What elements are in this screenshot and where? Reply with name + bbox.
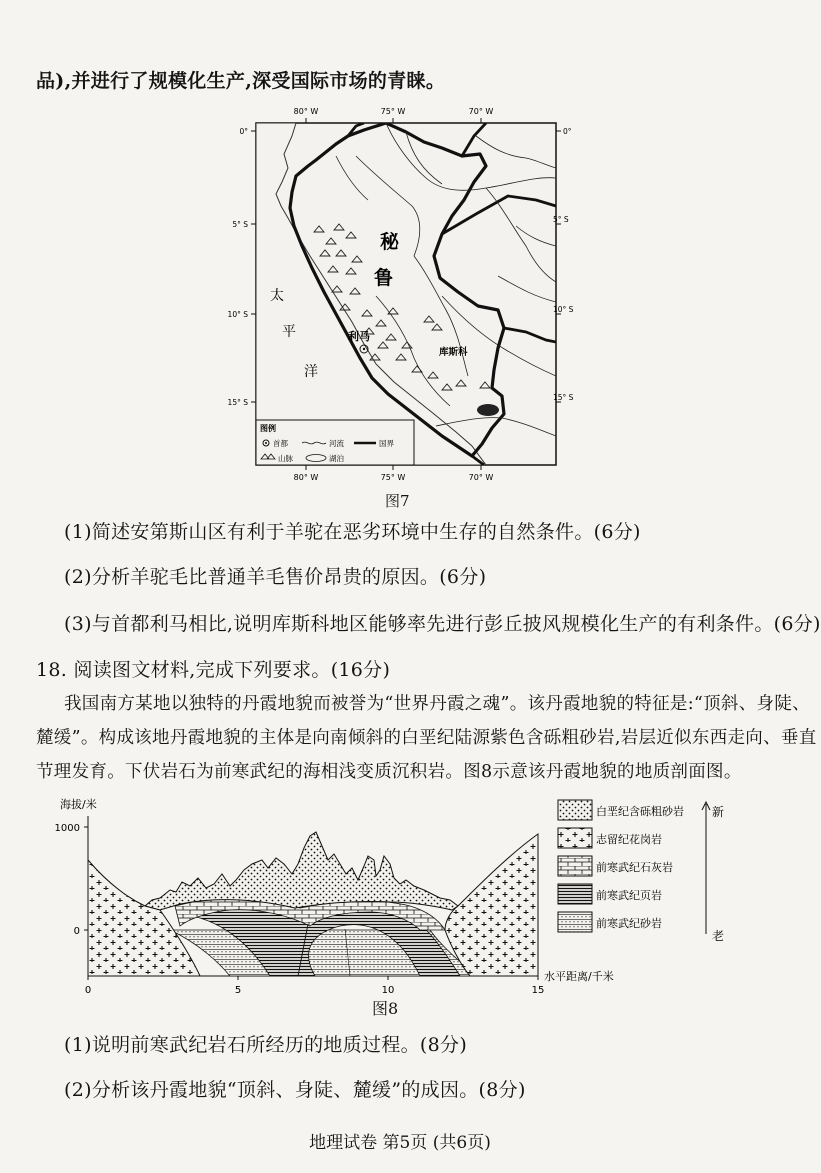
lat-left-10: 10° S (227, 310, 248, 319)
section-legend (558, 800, 724, 943)
country-label-1: 秘 (380, 231, 400, 253)
q18-2: (2)分析该丹霞地貌“顶斜、身陡、麓缓”的成因。(8分) (64, 1079, 526, 1101)
geologic-section (40, 794, 760, 1024)
lon-top-70: 70° W (468, 107, 494, 116)
page-footer: 地理试卷 第5页 (共6页) (309, 1133, 491, 1153)
legend-lake: 湖泊 (329, 454, 344, 463)
legend-mountain: 山脉 (278, 454, 293, 463)
ocean-label-3: 洋 (304, 364, 318, 380)
q18-para-2: 麓缓”。构成该地丹霞地貌的主体是向南倾斜的白垩纪陆源紫色含砾粗砂岩,岩层近似东西走向、垂直 (36, 728, 817, 748)
lat-left-15: 15° S (227, 398, 248, 407)
legend-title: 图例 (260, 424, 276, 433)
lat-left-0: 0° (239, 127, 248, 136)
layer-cretaceous-conglomerate (145, 832, 458, 910)
legend-capital: 首都 (273, 439, 288, 448)
q17-2: (2)分析羊驼毛比普通羊毛售价昂贵的原因。(6分) (64, 566, 487, 588)
layer-granite-right (445, 834, 538, 976)
capital-label: 利马 (348, 330, 370, 343)
age-new: 新 (712, 805, 725, 819)
legend-border: 国界 (379, 439, 394, 448)
x-axis-label: 水平距离/千米 (544, 970, 614, 983)
lat-right-5: 5° S (553, 215, 569, 224)
peru-map (227, 96, 576, 486)
ocean-label-2: 平 (282, 324, 296, 340)
country-label-2: 鲁 (374, 267, 394, 289)
legend-swatch-shale (558, 884, 592, 904)
x-tick-10: 10 (381, 985, 395, 996)
ocean-label-1: 太 (270, 288, 284, 304)
x-tick-0: 0 (84, 985, 92, 996)
legend-granite: 志留纪花岗岩 (596, 833, 662, 846)
y-tick-0: 0 (73, 926, 80, 937)
y-tick-1000: 1000 (54, 823, 80, 834)
legend-shale: 前寒武纪页岩 (596, 889, 662, 902)
legend-swatch-sandstone (558, 912, 592, 932)
legend-river: 河流 (329, 439, 344, 448)
q18-1: (1)说明前寒武纪岩石所经历的地质过程。(8分) (64, 1034, 468, 1056)
legend-conglomerate: 白垩纪含砾粗砂岩 (596, 805, 684, 818)
age-old: 老 (712, 929, 725, 943)
q18-para-1: 我国南方某地以独特的丹霞地貌而被誉为“世界丹霞之魂”。该丹霞地貌的特征是:“顶斜、身陡、 (64, 694, 810, 714)
lon-bottom-70: 70° W (468, 473, 494, 482)
intro-line: 品),并进行了规模化生产,深受国际市场的青睐。 (36, 70, 446, 92)
q17-1: (1)简述安第斯山区有利于羊驼在恶劣环境中生存的自然条件。(6分) (64, 521, 641, 543)
map-caption: 图7 (385, 492, 410, 510)
legend-limestone: 前寒武纪石灰岩 (596, 861, 673, 874)
map-legend (256, 420, 414, 465)
q18-para-3: 节理发育。下伏岩石为前寒武纪的海相浅变质沉积岩。图8示意该丹霞地貌的地质剖面图。 (36, 762, 742, 782)
x-tick-5: 5 (234, 985, 242, 996)
q18-title: 18. 阅读图文材料,完成下列要求。(16分) (36, 659, 391, 681)
lat-right-0: 0° (563, 127, 572, 136)
legend-swatch-conglomerate (558, 800, 592, 820)
legend-swatch-limestone (558, 856, 592, 876)
q17-3: (3)与首都利马相比,说明库斯科地区能够率先进行彭丘披风规模化生产的有利条件。(6分) (64, 613, 821, 635)
lake-titicaca (477, 404, 499, 416)
section-caption: 图8 (372, 999, 399, 1018)
lat-right-15: 15° S (553, 393, 574, 402)
lat-left-5: 5° S (232, 220, 248, 229)
lon-bottom-80: 80° W (293, 473, 319, 482)
lat-right-10: 10° S (553, 305, 574, 314)
lon-top-80: 80° W (293, 107, 319, 116)
legend-swatch-granite (558, 828, 592, 848)
y-axis-label: 海拔/米 (60, 798, 97, 811)
x-tick-15: 15 (531, 985, 545, 996)
legend-sandstone: 前寒武纪砂岩 (596, 917, 662, 930)
lon-bottom-75: 75° W (380, 473, 406, 482)
city-label: 库斯科 (439, 347, 468, 358)
lon-top-75: 75° W (380, 107, 406, 116)
